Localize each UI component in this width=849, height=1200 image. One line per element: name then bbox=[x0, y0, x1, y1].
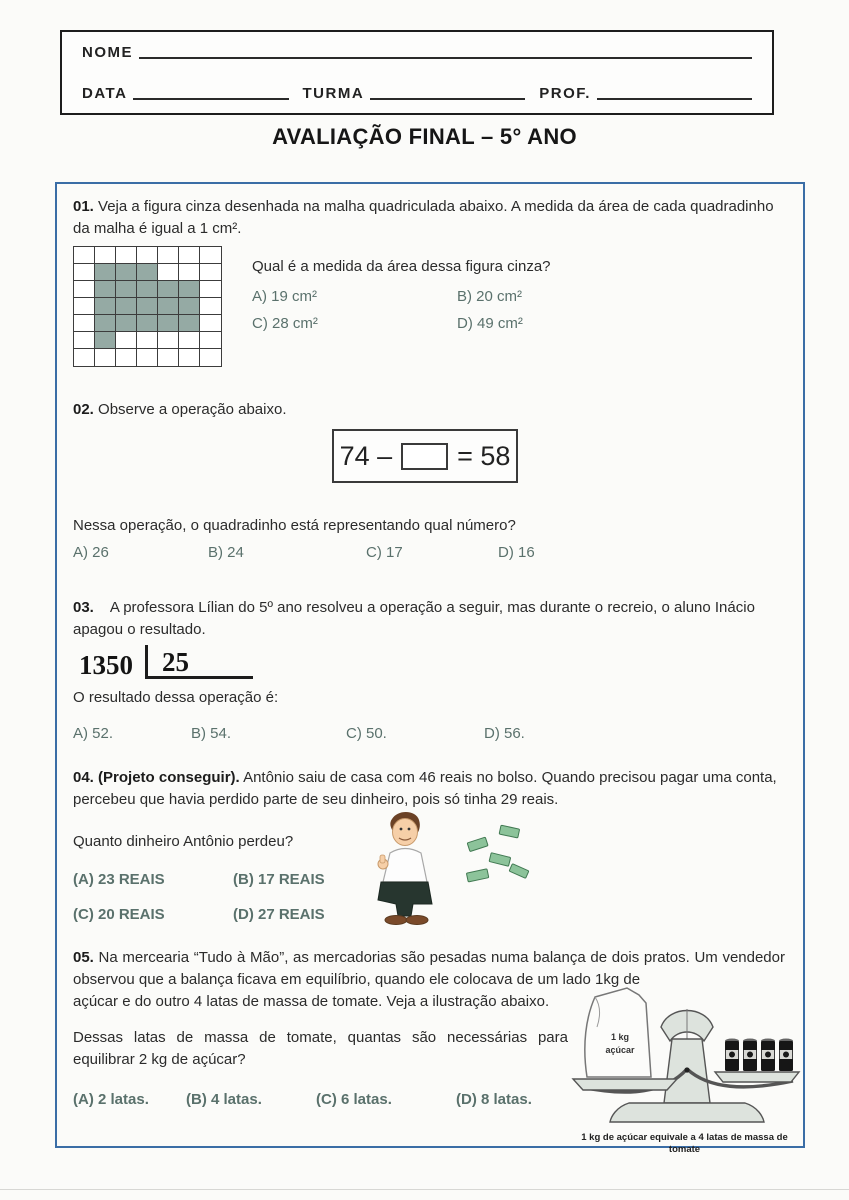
division-divisor: 25 bbox=[145, 645, 253, 679]
grid-cell bbox=[74, 247, 95, 264]
grid-cell bbox=[116, 264, 137, 281]
balance-scale-icon bbox=[567, 983, 802, 1123]
q1-intro bbox=[73, 196, 785, 240]
grid-cell bbox=[158, 315, 179, 332]
grid-cell bbox=[116, 349, 137, 366]
page-title: AVALIAÇÃO FINAL – 5° ANO bbox=[272, 124, 577, 149]
q1-number: 01. bbox=[73, 198, 94, 215]
q3-intro bbox=[73, 597, 785, 641]
scan-edge-line bbox=[0, 1189, 849, 1190]
q1-area-grid bbox=[73, 246, 222, 367]
grid-cell bbox=[158, 349, 179, 366]
q2-options bbox=[73, 542, 785, 564]
question-04 bbox=[73, 767, 785, 926]
date-label: DATA bbox=[82, 85, 128, 102]
grid-cell bbox=[200, 298, 221, 315]
division-expression bbox=[79, 645, 785, 679]
name-blank-line bbox=[139, 45, 752, 59]
q1-right-column bbox=[252, 246, 662, 367]
grid-cell bbox=[95, 298, 116, 315]
tomato-cans-icon bbox=[725, 1039, 793, 1072]
balance-illustration bbox=[567, 983, 802, 1156]
grid-cell bbox=[137, 332, 158, 349]
q1-option-a: A) 19 cm² bbox=[252, 288, 318, 305]
grid-cell bbox=[158, 247, 179, 264]
q3-question: O resultado dessa operação é: bbox=[73, 689, 279, 706]
grid-cell bbox=[95, 332, 116, 349]
q5-option-a: (A) 2 latas. bbox=[73, 1091, 149, 1108]
grid-cell bbox=[116, 281, 137, 298]
grid-cell bbox=[116, 298, 137, 315]
grid-cell bbox=[74, 332, 95, 349]
grid-cell bbox=[179, 281, 200, 298]
grid-cell bbox=[179, 315, 200, 332]
grid-cell bbox=[179, 298, 200, 315]
grid-cell bbox=[137, 349, 158, 366]
q5-intro-continued bbox=[73, 991, 573, 1013]
grid-cell bbox=[95, 349, 116, 366]
q2-option-b: B) 24 bbox=[208, 544, 244, 561]
money-bills-icon bbox=[466, 825, 528, 882]
grid-cell bbox=[179, 264, 200, 281]
q3-option-c: C) 50. bbox=[346, 725, 387, 742]
equation-right: = 58 bbox=[457, 441, 511, 471]
name-label: NOME bbox=[82, 44, 133, 61]
question-05 bbox=[73, 947, 788, 1155]
grid-cell bbox=[137, 298, 158, 315]
q3-option-b: B) 54. bbox=[191, 725, 232, 742]
q4-question: Quanto dinheiro Antônio perdeu? bbox=[73, 833, 294, 850]
bag-label-sugar: açúcar bbox=[605, 1045, 635, 1055]
q1-option-c: C) 28 cm² bbox=[252, 315, 318, 332]
cartoon-man-icon bbox=[378, 812, 432, 925]
grid-cell bbox=[74, 281, 95, 298]
q1-question: Qual é a medida da área dessa figura cinza? bbox=[252, 258, 551, 275]
grid-cell bbox=[116, 247, 137, 264]
grid-cell bbox=[200, 315, 221, 332]
q1-intro-text: Veja a figura cinza desenhada na malha quadriculada abaixo. A medida da área de cada quadradinho da malha é igual a 1 cm². bbox=[73, 198, 774, 237]
grid-cell bbox=[95, 315, 116, 332]
date-blank-line bbox=[133, 86, 288, 100]
grid-cell bbox=[158, 332, 179, 349]
grid-cell bbox=[74, 264, 95, 281]
q1-body bbox=[73, 246, 785, 367]
bag-label-weight: 1 kg bbox=[610, 1032, 630, 1042]
grid-cell bbox=[74, 349, 95, 366]
q2-option-d: D) 16 bbox=[498, 544, 535, 561]
grid-cell bbox=[137, 264, 158, 281]
date-class-teacher-row bbox=[82, 85, 752, 102]
q5-option-d: (D) 8 latas. bbox=[456, 1091, 532, 1108]
grid-cell bbox=[200, 332, 221, 349]
grid-cell bbox=[137, 247, 158, 264]
grid-cell bbox=[116, 315, 137, 332]
equation-left: 74 – bbox=[339, 441, 393, 471]
grid-cell bbox=[179, 247, 200, 264]
grid-cell bbox=[200, 349, 221, 366]
teacher-blank-line bbox=[597, 86, 752, 100]
question-01 bbox=[73, 196, 785, 367]
class-label: TURMA bbox=[302, 85, 365, 102]
grid-cell bbox=[137, 315, 158, 332]
q2-question: Nessa operação, o quadradinho está representando qual número? bbox=[73, 517, 516, 534]
q3-option-d: D) 56. bbox=[484, 725, 525, 742]
sugar-bag-icon bbox=[585, 988, 651, 1077]
equation-unknown-square bbox=[401, 443, 448, 470]
questions-box bbox=[55, 182, 805, 1155]
q2-option-a: A) 26 bbox=[73, 544, 109, 561]
division-dividend: 1350 bbox=[79, 650, 133, 680]
grid-cell bbox=[158, 298, 179, 315]
q3-number: 03. bbox=[73, 599, 94, 616]
question-02 bbox=[73, 399, 785, 564]
q5-intro-text-1: Na mercearia “Tudo à Mão”, as mercadorias são pesadas numa balança de dois pratos. Um vendedor observou que a balança ficava em equilíbrio, quando ele colocava de um lado 1kg de bbox=[73, 949, 785, 988]
q3-options bbox=[73, 723, 785, 745]
q4-option-b: (B) 17 REAIS bbox=[233, 871, 325, 888]
q2-intro-text: Observe a operação abaixo. bbox=[98, 401, 287, 418]
question-03 bbox=[73, 597, 785, 745]
grid-cell bbox=[137, 281, 158, 298]
equation-box bbox=[332, 429, 518, 483]
grid-cell bbox=[95, 264, 116, 281]
grid-cell bbox=[116, 332, 137, 349]
q4-option-c: (C) 20 REAIS bbox=[73, 906, 165, 923]
grid-cell bbox=[74, 315, 95, 332]
grid-cell bbox=[74, 298, 95, 315]
teacher-label: PROF. bbox=[539, 85, 591, 102]
student-header-box bbox=[60, 30, 774, 115]
grid-cell bbox=[200, 281, 221, 298]
grid-cell bbox=[200, 247, 221, 264]
q1-option-b: B) 20 cm² bbox=[457, 288, 523, 305]
q4-source: (Projeto conseguir). bbox=[98, 769, 240, 786]
q5-number: 05. bbox=[73, 949, 94, 966]
q2-option-c: C) 17 bbox=[366, 544, 403, 561]
q4-option-a: (A) 23 REAIS bbox=[73, 871, 165, 888]
name-row bbox=[82, 44, 752, 61]
grid-cell bbox=[179, 332, 200, 349]
grid-cell bbox=[95, 281, 116, 298]
grid-cell bbox=[158, 264, 179, 281]
q2-intro bbox=[73, 399, 785, 421]
grid-cell bbox=[95, 247, 116, 264]
q5-question: Dessas latas de massa de tomate, quantas são necessárias para equilibrar 2 kg de açúcar? bbox=[73, 1029, 568, 1068]
balance-caption: 1 kg de açúcar equivale a 4 latas de massa de tomate bbox=[581, 1132, 788, 1155]
grid-cell bbox=[179, 349, 200, 366]
q4-number: 04. bbox=[73, 769, 94, 786]
grid-cell bbox=[200, 264, 221, 281]
q5-option-c: (C) 6 latas. bbox=[316, 1091, 392, 1108]
class-blank-line bbox=[370, 86, 525, 100]
q4-option-d: (D) 27 REAIS bbox=[233, 906, 325, 923]
q4-intro bbox=[73, 767, 785, 811]
q4-intro-text: Antônio saiu de casa com 46 reais no bolso. Quando precisou pagar uma conta, percebeu que havia perdido parte de seu dinheiro, pois só tinha 29 reais. bbox=[73, 769, 777, 808]
q5-intro-text-2: açúcar e do outro 4 latas de massa de tomate. Veja a ilustração abaixo. bbox=[73, 993, 550, 1010]
q1-option-d: D) 49 cm² bbox=[457, 315, 523, 332]
grid-cell bbox=[158, 281, 179, 298]
q3-intro-text: A professora Lílian do 5º ano resolveu a operação a seguir, mas durante o recreio, o aluno Inácio apagou o resultado. bbox=[73, 599, 755, 638]
q3-option-a: A) 52. bbox=[73, 725, 114, 742]
q5-option-b: (B) 4 latas. bbox=[186, 1091, 262, 1108]
q1-options bbox=[252, 286, 662, 335]
q2-number: 02. bbox=[73, 401, 94, 418]
cartoon-man-losing-money bbox=[372, 807, 547, 927]
